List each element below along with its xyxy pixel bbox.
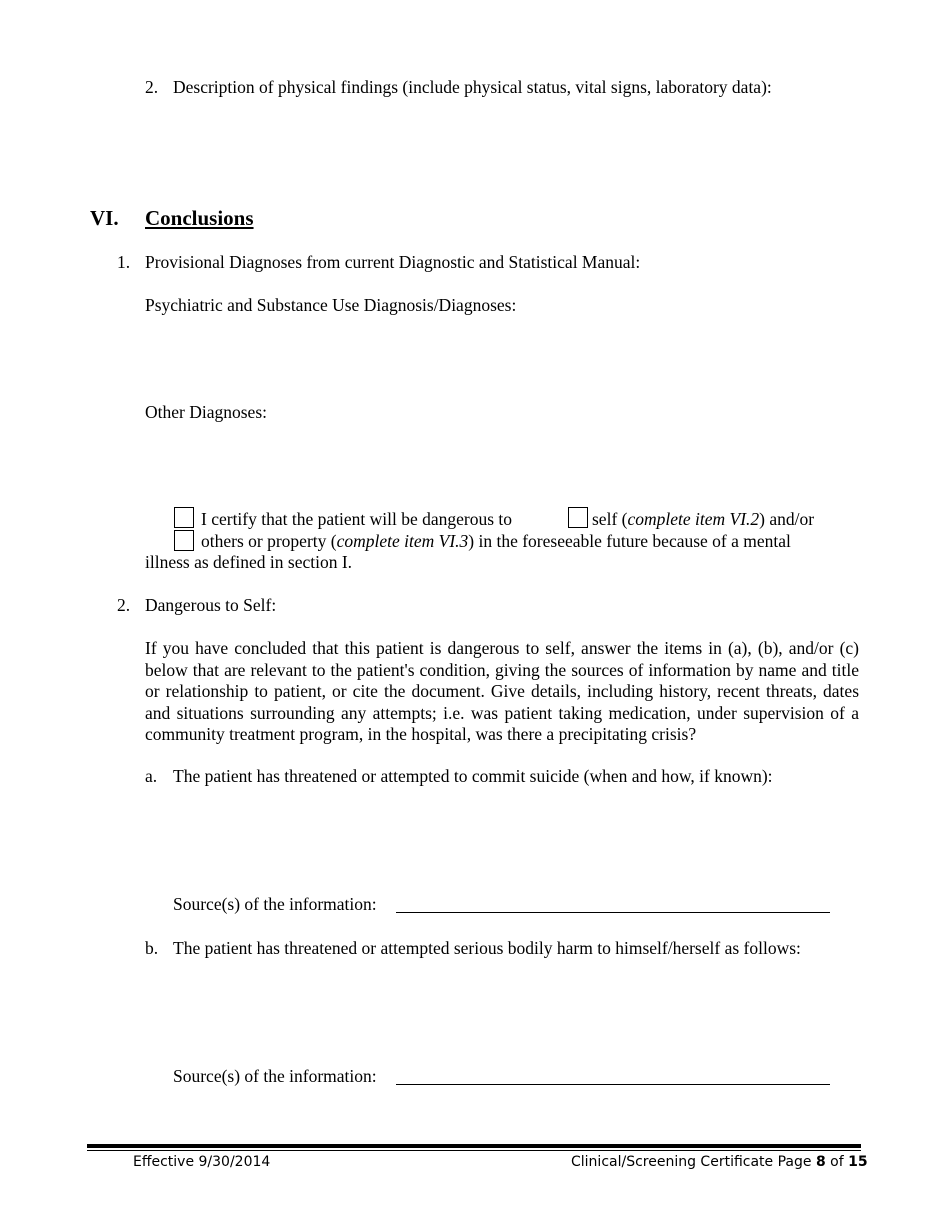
section-title: Conclusions xyxy=(145,206,254,230)
self-checkbox[interactable] xyxy=(568,507,588,528)
suicide-attempt-label: The patient has threatened or attempted to commit suicide (when and how, if known): xyxy=(173,766,773,786)
provisional-diagnoses-label: Provisional Diagnoses from current Diagnostic and Statistical Manual: xyxy=(145,252,641,272)
source-input-a[interactable] xyxy=(396,912,830,913)
certify-continuation: illness as defined in section I. xyxy=(145,552,353,572)
item-number: 2. xyxy=(117,595,131,615)
certify-text: I certify that the patient will be dangerous to xyxy=(201,509,513,529)
psychiatric-diagnoses-label: Psychiatric and Substance Use Diagnosis/Diagnoses: xyxy=(145,295,517,315)
certify-checkbox[interactable] xyxy=(174,507,194,528)
item-letter: a. xyxy=(145,766,158,786)
bodily-harm-label: The patient has threatened or attempted serious bodily harm to himself/herself as follows: xyxy=(173,938,801,958)
source-label-a: Source(s) of the information: xyxy=(173,894,377,914)
item-number: 2. xyxy=(145,77,159,97)
section-number: VI. xyxy=(90,206,119,230)
physical-findings-label: Description of physical findings (include physical status, vital signs, laboratory data): xyxy=(173,77,772,97)
source-label-b: Source(s) of the information: xyxy=(173,1066,377,1086)
page-indicator: Clinical/Screening Certificate Page 8 of 15 xyxy=(571,1154,868,1170)
footer-divider xyxy=(87,1144,861,1148)
self-option-label: self (complete item VI.2) and/or xyxy=(592,509,815,529)
dangerous-to-self-label: Dangerous to Self: xyxy=(145,595,277,615)
effective-date: Effective 9/30/2014 xyxy=(133,1154,271,1170)
source-input-b[interactable] xyxy=(396,1084,830,1085)
other-diagnoses-label: Other Diagnoses: xyxy=(145,402,267,422)
item-letter: b. xyxy=(145,938,159,958)
footer-divider-thin xyxy=(87,1150,861,1151)
others-option-label: others or property (complete item VI.3) in the foreseeable future because of a mental xyxy=(201,531,791,551)
instructions-paragraph: If you have concluded that this patient is dangerous to self, answer the items in (a), (b), and/or (c) below that are relevant to the patient's condition, giving the sources of information by name and title or relationship to patient, or cite the document. Give details, including history, recent threats, dates and situations surrounding any attempts; i.e. was patient taking medication, under supervision of a community treatment program, in the hospital, was there a precipitating crisis? xyxy=(145,638,859,745)
item-number: 1. xyxy=(117,252,131,272)
others-checkbox[interactable] xyxy=(174,530,194,551)
